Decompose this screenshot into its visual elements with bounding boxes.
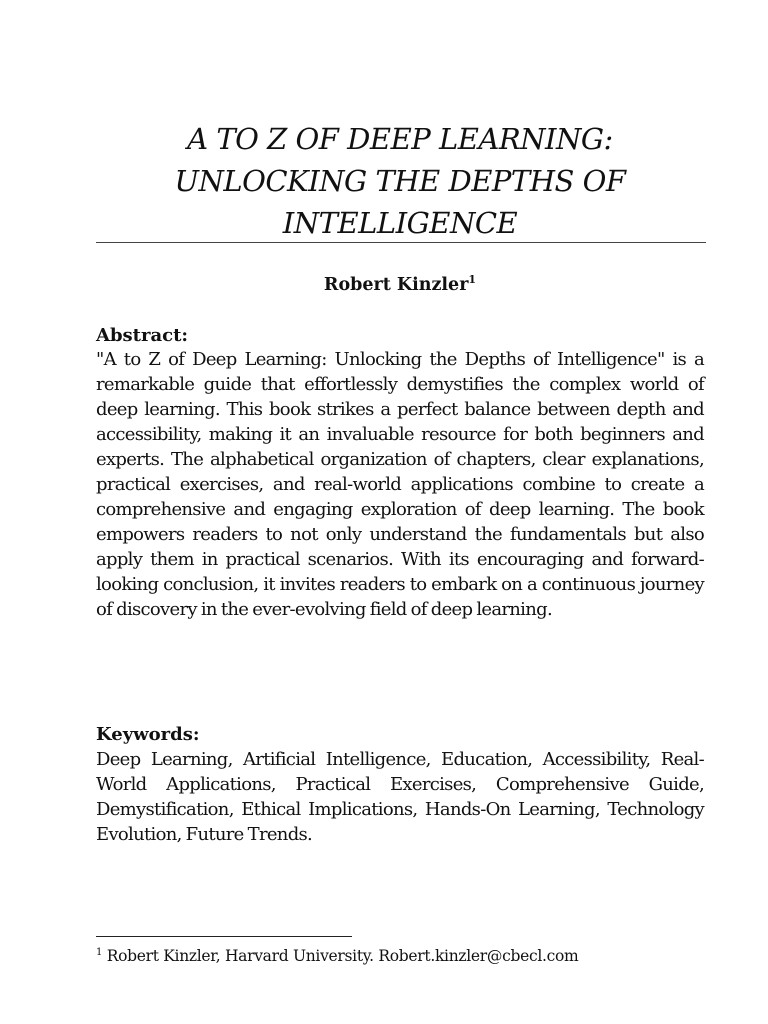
author-footnote-mark: 1 xyxy=(468,273,477,287)
title-line: UNLOCKING THE DEPTHS OF xyxy=(174,164,626,198)
title-line: A TO Z OF DEEP LEARNING: xyxy=(187,122,613,156)
title-line: INTELLIGENCE xyxy=(282,206,518,240)
author-name: Robert Kinzler xyxy=(323,275,469,295)
footnote xyxy=(96,945,704,967)
title-divider xyxy=(96,242,706,243)
abstract-text: "A to Z of Deep Learning: Unlocking the Depths of Intelligence" is a remarkable guide that effortlessly demystifies the complex world of deep learning. This book strikes a perfect balance between depth and accessibility, making it an invaluable resource for both beginners and experts. The alphabetical organization of chapters, clear explanations, practical exercises, and real-world applications combine to create a comprehensive and engaging exploration of deep learning. The book empowers readers to not only understand the fundamentals but also apply them in practical scenarios. With its encouraging and forward-looking conclusion, it invites readers to embark on a continuous journey of discovery in the ever-evolving field of deep learning. xyxy=(96,349,704,620)
keywords-heading: Keywords: xyxy=(96,724,200,745)
footnote-mark: 1 xyxy=(96,946,103,958)
footnote-divider xyxy=(96,936,352,937)
paper-title xyxy=(96,118,704,244)
footnote-text: Robert Kinzler, Harvard University. Robert.kinzler@cbecl.com xyxy=(106,947,579,965)
keywords-text: Deep Learning, Artificial Intelligence, Education, Accessibility, Real-World Applications, Practical Exercises, Comprehensive Guide, Demystification, Ethical Implications, Hands-On Learning, Technology Evolution, Future Trends. xyxy=(96,749,704,845)
abstract-heading: Abstract: xyxy=(96,325,189,346)
author-line xyxy=(96,272,704,298)
paper-page xyxy=(96,0,704,1024)
